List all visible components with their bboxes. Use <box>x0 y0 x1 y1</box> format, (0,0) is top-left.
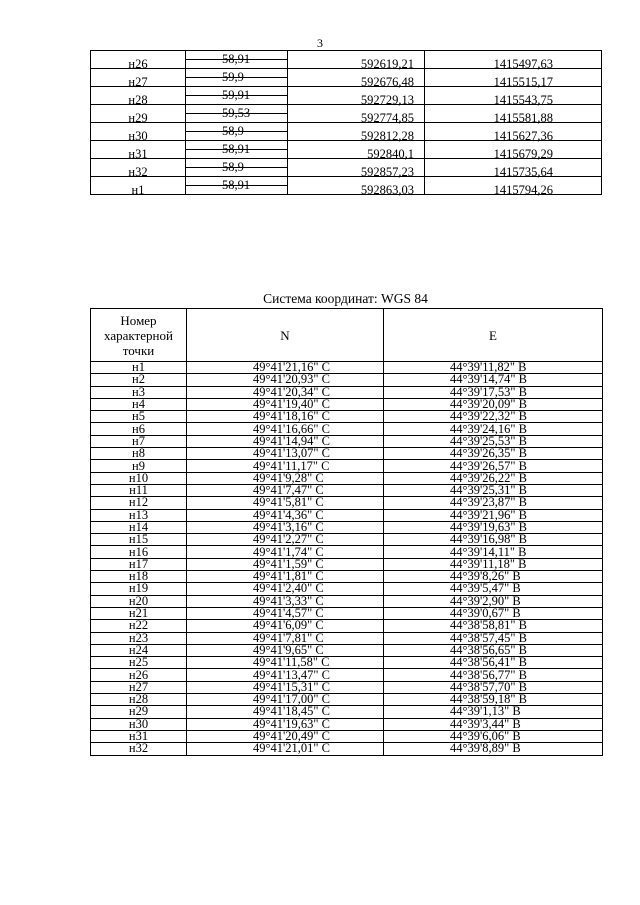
longitude-cell: 44°39'22,32" В <box>384 411 603 423</box>
latitude-cell: 49°41'4,57" С <box>187 607 384 619</box>
latitude-cell: 49°41'20,34" С <box>187 386 384 398</box>
point-row <box>91 96 602 105</box>
longitude-cell: 44°39'25,31" В <box>384 484 603 496</box>
point-row <box>91 168 602 177</box>
x-coordinate-cell: 592729,13 <box>288 96 425 105</box>
longitude-cell: 44°39'23,87" В <box>384 497 603 509</box>
x-coordinate-cell: 592857,23 <box>288 168 425 177</box>
header-n: N <box>187 309 384 362</box>
distance-cell <box>186 105 288 120</box>
longitude-cell: 44°39'6,06" В <box>384 730 603 742</box>
point-id-cell: н12 <box>91 497 187 509</box>
x-coordinate-cell: 592840,1 <box>288 150 425 159</box>
longitude-cell: 44°39'14,11" В <box>384 546 603 558</box>
point-id-cell: н6 <box>91 423 187 435</box>
longitude-cell: 44°39'3,44" В <box>384 718 603 730</box>
point-id-cell: н28 <box>91 694 187 706</box>
point-id-cell: н18 <box>91 571 187 583</box>
latitude-cell: 49°41'6,09" С <box>187 620 384 632</box>
latitude-cell: 49°41'20,49" С <box>187 730 384 742</box>
longitude-cell: 44°39'1,13" В <box>384 706 603 718</box>
point-id-cell: н31 <box>91 730 187 742</box>
x-coordinate-cell: 592676,48 <box>288 78 425 87</box>
longitude-cell: 44°39'25,53" В <box>384 435 603 447</box>
point-id-cell: н13 <box>91 509 187 521</box>
point-id-cell: н16 <box>91 546 187 558</box>
latitude-cell: 49°41'7,47" С <box>187 484 384 496</box>
point-row <box>91 78 602 87</box>
y-coordinate-cell: 1415515,17 <box>425 78 602 87</box>
distance-cell <box>186 141 288 156</box>
longitude-cell: 44°39'11,82" В <box>384 362 603 374</box>
distance-value: 58,91 <box>222 52 251 66</box>
point-id-cell: н29 <box>91 114 186 123</box>
point-row <box>91 150 602 159</box>
point-id-cell: н7 <box>91 435 187 447</box>
point-id-cell: н26 <box>91 60 186 69</box>
point-id-cell: н3 <box>91 386 187 398</box>
point-id-cell: н32 <box>91 743 187 755</box>
point-id-cell: н27 <box>91 78 186 87</box>
x-coordinate-cell: 592774,85 <box>288 114 425 123</box>
table-row <box>91 694 603 706</box>
x-coordinate-cell: 592863,03 <box>288 186 425 195</box>
table-row <box>91 595 603 607</box>
point-id-cell: н30 <box>91 132 186 141</box>
point-id-cell: н17 <box>91 558 187 570</box>
latitude-cell: 49°41'3,33" С <box>187 595 384 607</box>
table-row <box>91 571 603 583</box>
point-id-cell: н20 <box>91 595 187 607</box>
latitude-cell: 49°41'21,16" С <box>187 362 384 374</box>
y-coordinate-cell: 1415543,75 <box>425 96 602 105</box>
point-id-cell: н2 <box>91 374 187 386</box>
distance-value: 58,9 <box>222 124 244 138</box>
longitude-cell: 44°39'14,74" В <box>384 374 603 386</box>
table-row <box>91 583 603 595</box>
longitude-cell: 44°39'21,96" В <box>384 509 603 521</box>
table-row <box>91 718 603 730</box>
y-coordinate-cell: 1415679,29 <box>425 150 602 159</box>
header-point-number: Номер характерной точки <box>91 309 187 362</box>
point-id-cell: н5 <box>91 411 187 423</box>
longitude-cell: 44°39'24,16" В <box>384 423 603 435</box>
point-id-cell: н28 <box>91 96 186 105</box>
longitude-cell: 44°39'17,53" В <box>384 386 603 398</box>
distance-value: 59,9 <box>222 70 244 84</box>
latitude-cell: 49°41'3,16" С <box>187 521 384 533</box>
point-row <box>91 132 602 141</box>
point-id-cell: н30 <box>91 718 187 730</box>
longitude-cell: 44°39'26,57" В <box>384 460 603 472</box>
point-id-cell: н8 <box>91 448 187 460</box>
latitude-cell: 49°41'4,36" С <box>187 509 384 521</box>
distance-cell <box>186 159 288 174</box>
latitude-cell: 49°41'1,74" С <box>187 546 384 558</box>
latitude-cell: 49°41'9,65" С <box>187 644 384 656</box>
distance-value: 59,91 <box>222 88 251 102</box>
longitude-cell: 44°39'5,47" В <box>384 583 603 595</box>
x-coordinate-cell: 592812,28 <box>288 132 425 141</box>
longitude-cell: 44°38'56,65" В <box>384 644 603 656</box>
longitude-cell: 44°38'57,45" В <box>384 632 603 644</box>
latitude-cell: 49°41'11,58" С <box>187 657 384 669</box>
point-id-cell: н26 <box>91 669 187 681</box>
distance-value: 58,91 <box>222 178 251 192</box>
longitude-cell: 44°39'2,90" В <box>384 595 603 607</box>
point-id-cell: н22 <box>91 620 187 632</box>
latitude-cell: 49°41'21,01" С <box>187 743 384 755</box>
longitude-cell: 44°39'19,63" В <box>384 521 603 533</box>
table-row <box>91 558 603 570</box>
point-row <box>91 114 602 123</box>
coordinates-table-msk <box>90 50 602 195</box>
point-id-cell: н14 <box>91 521 187 533</box>
point-id-cell: н1 <box>91 186 186 195</box>
longitude-cell: 44°39'26,35" В <box>384 448 603 460</box>
point-id-cell: н24 <box>91 644 187 656</box>
table-header-row <box>91 309 603 362</box>
point-id-cell: н32 <box>91 168 186 177</box>
point-id-cell: н27 <box>91 681 187 693</box>
point-row <box>91 60 602 69</box>
point-id-cell: н31 <box>91 150 186 159</box>
longitude-cell: 44°39'0,67" В <box>384 607 603 619</box>
table-row <box>91 743 603 755</box>
longitude-cell: 44°38'56,41" В <box>384 657 603 669</box>
table-row <box>91 730 603 742</box>
latitude-cell: 49°41'14,94" С <box>187 435 384 447</box>
longitude-cell: 44°38'58,81" В <box>384 620 603 632</box>
y-coordinate-cell: 1415497,63 <box>425 60 602 69</box>
distance-cell <box>186 177 288 192</box>
latitude-cell: 49°41'19,40" С <box>187 398 384 410</box>
point-id-cell: н4 <box>91 398 187 410</box>
y-coordinate-cell: 1415627,36 <box>425 132 602 141</box>
point-id-cell: н1 <box>91 362 187 374</box>
point-id-cell: н19 <box>91 583 187 595</box>
x-coordinate-cell: 592619,21 <box>288 60 425 69</box>
distance-value: 58,91 <box>222 142 251 156</box>
longitude-cell: 44°39'16,98" В <box>384 534 603 546</box>
latitude-cell: 49°41'7,81" С <box>187 632 384 644</box>
latitude-cell: 49°41'9,28" С <box>187 472 384 484</box>
latitude-cell: 49°41'18,16" С <box>187 411 384 423</box>
latitude-cell: 49°41'18,45" С <box>187 706 384 718</box>
point-row <box>91 186 602 195</box>
longitude-cell: 44°39'20,09" В <box>384 398 603 410</box>
point-id-cell: н9 <box>91 460 187 472</box>
y-coordinate-cell: 1415581,88 <box>425 114 602 123</box>
distance-value: 58,9 <box>222 160 244 174</box>
latitude-cell: 49°41'2,40" С <box>187 583 384 595</box>
y-coordinate-cell: 1415794,26 <box>425 186 602 195</box>
table-row <box>91 706 603 718</box>
point-id-cell: н25 <box>91 657 187 669</box>
latitude-cell: 49°41'13,07" С <box>187 448 384 460</box>
point-id-cell: н15 <box>91 534 187 546</box>
longitude-cell: 44°39'26,22" В <box>384 472 603 484</box>
point-id-cell: н11 <box>91 484 187 496</box>
distance-cell <box>186 69 288 84</box>
latitude-cell: 49°41'13,47" С <box>187 669 384 681</box>
distance-cell <box>186 51 288 66</box>
latitude-cell: 49°41'15,31" С <box>187 681 384 693</box>
longitude-cell: 44°39'11,18" В <box>384 558 603 570</box>
distance-value: 59,53 <box>222 106 251 120</box>
latitude-cell: 49°41'1,81" С <box>187 571 384 583</box>
latitude-cell: 49°41'11,17" С <box>187 460 384 472</box>
latitude-cell: 49°41'2,27" С <box>187 534 384 546</box>
distance-cell <box>186 87 288 102</box>
longitude-cell: 44°39'8,89" В <box>384 743 603 755</box>
distance-cell <box>186 123 288 138</box>
latitude-cell: 49°41'1,59" С <box>187 558 384 570</box>
point-id-cell: н23 <box>91 632 187 644</box>
longitude-cell: 44°39'8,26" В <box>384 571 603 583</box>
longitude-cell: 44°38'57,70" В <box>384 681 603 693</box>
header-e: E <box>384 309 603 362</box>
point-id-cell: н21 <box>91 607 187 619</box>
latitude-cell: 49°41'19,63" С <box>187 718 384 730</box>
coordinate-system-caption: Система координат: WGS 84 <box>263 291 428 306</box>
point-id-cell: н29 <box>91 706 187 718</box>
latitude-cell: 49°41'20,93" С <box>187 374 384 386</box>
y-coordinate-cell: 1415735,64 <box>425 168 602 177</box>
longitude-cell: 44°38'59,18" В <box>384 694 603 706</box>
page-number: 3 <box>317 36 323 50</box>
latitude-cell: 49°41'17,00" С <box>187 694 384 706</box>
longitude-cell: 44°38'56,77" В <box>384 669 603 681</box>
coordinates-table-wgs84 <box>90 308 603 756</box>
latitude-cell: 49°41'16,66" С <box>187 423 384 435</box>
point-id-cell: н10 <box>91 472 187 484</box>
latitude-cell: 49°41'5,81" С <box>187 497 384 509</box>
